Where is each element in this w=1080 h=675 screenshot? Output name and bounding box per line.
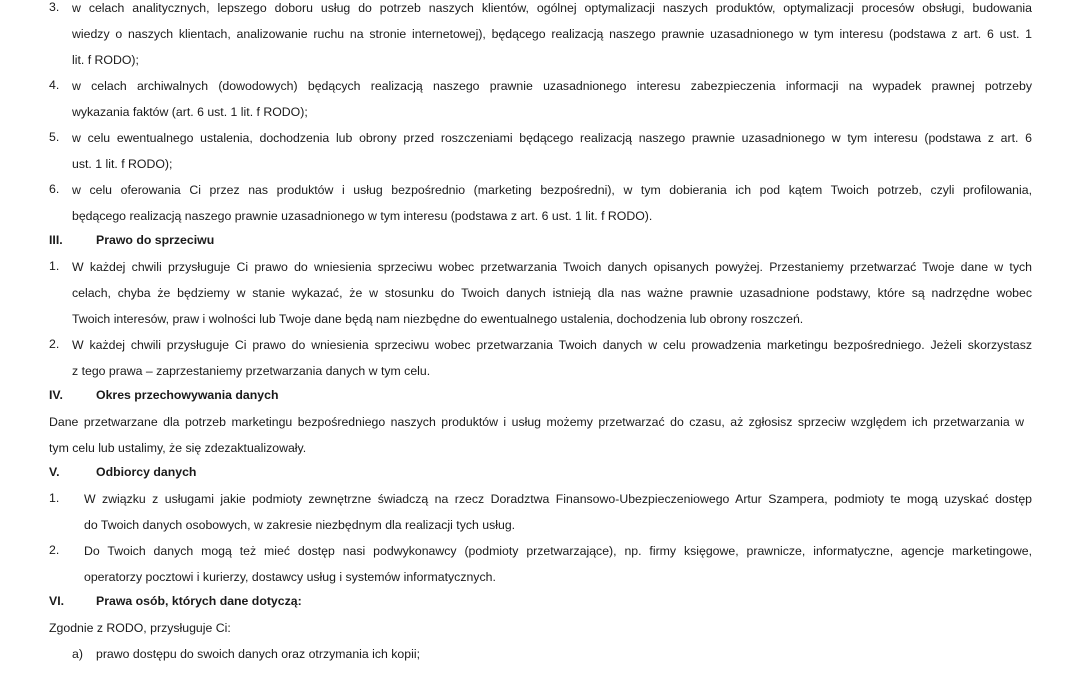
list-item-text (84, 486, 1032, 538)
section-numeral: V. (49, 465, 60, 479)
text-line: operatorzy pocztowi i kurierzy, dostawcy usług i systemów informatycznych. (84, 570, 496, 584)
list-item-number: 1. (49, 259, 60, 273)
list-item-text (72, 254, 1032, 332)
section-title: Odbiorcy danych (96, 465, 197, 479)
list-item-text (72, 0, 1032, 73)
list-item-text (72, 177, 1032, 229)
text-line: do Twoich danych osobowych, w zakresie niezbędnym dla realizacji tych usług. (84, 518, 516, 532)
list-item-number: 6. (49, 182, 60, 196)
list-item-text (72, 125, 1032, 177)
text-line: tym celu lub ustalimy, że się zdezaktualizowały. (49, 441, 307, 455)
text-line: lit. f RODO); (72, 53, 139, 67)
list-item-number: 1. (49, 491, 60, 505)
section-numeral: III. (49, 233, 63, 247)
text-line: wykazania faktów (art. 6 ust. 1 lit. f RODO); (72, 105, 308, 119)
list-item-text (72, 73, 1032, 125)
section-numeral: VI. (49, 594, 65, 608)
section-title: Okres przechowywania danych (96, 388, 279, 402)
text-line: W każdej chwili przysługuje Ci prawo do wniesienia sprzeciwu wobec przetwarzania Twoich danych w celu prowadzenia marketingu bezpośredniego. Jeżeli skorzystasz (72, 338, 1032, 352)
text-line: z tego prawa – zaprzestaniemy przetwarzania danych w tym celu. (72, 364, 431, 378)
text-line: w celu ewentualnego ustalenia, dochodzenia lub obrony przed roszczeniami będącego realizacją naszego prawnie uzasadnionego w tym interesu (podstawa z art. 6 (72, 131, 1032, 145)
text-line: Twoich interesów, praw i wolności lub Twoje dane będą nam niezbędne do ewentualnego ustalenia, dochodzenia lub obrony roszczeń. (72, 312, 804, 326)
text-line: Dane przetwarzane dla potrzeb marketingu bezpośredniego naszych produktów i usług możemy przetwarzać do czasu, aż zgłosisz sprzeciw względem ich przetwarzania w (49, 415, 1024, 429)
text-line: ust. 1 lit. f RODO); (72, 157, 173, 171)
text-line: Do Twoich danych mogą też mieć dostęp nasi podwykonawcy (podmioty przetwarzające), np. firmy księgowe, prawnicze, informatyczne, agencje marketingowe, (84, 544, 1032, 558)
paragraph-text (49, 409, 1024, 461)
list-item-text: prawo dostępu do swoich danych oraz otrzymania ich kopii; (96, 647, 420, 661)
paragraph-text: Zgodnie z RODO, przysługuje Ci: (49, 621, 231, 635)
list-item-number: 2. (49, 337, 60, 351)
text-line: W każdej chwili przysługuje Ci prawo do wniesienia sprzeciwu wobec przetwarzania Twoich danych opisanych powyżej. Przestaniemy przetwarzać Twoje dane w tych (72, 260, 1032, 274)
list-item-number: 3. (49, 0, 60, 14)
text-line: w celach archiwalnych (dowodowych) będących realizacją naszego prawnie uzasadnionego interesu zabezpieczenia informacji na wypadek prawnej potrzeby (72, 79, 1032, 93)
text-line: w celu oferowania Ci przez nas produktów i usług bezpośrednio (marketing bezpośredni), w tym dobierania ich pod kątem Twoich potrzeb, czyli profilowania, (72, 183, 1032, 197)
section-title: Prawa osób, których dane dotyczą: (96, 594, 302, 608)
list-item-number: 2. (49, 543, 60, 557)
section-title: Prawo do sprzeciwu (96, 233, 215, 247)
list-item-number: 5. (49, 130, 60, 144)
text-line: będącego realizacją naszego prawnie uzasadnionego w tym interesu (podstawa z art. 6 ust. 1 lit. f RODO). (72, 209, 653, 223)
list-item-number: 4. (49, 78, 60, 92)
text-line: W związku z usługami jakie podmioty zewnętrzne świadczą na rzecz Doradztwa Finansowo-Ubezpieczeniowego Artur Szampera, podmioty te mogą uzyskać dostęp (84, 492, 1032, 506)
list-item-text (84, 538, 1032, 590)
list-item-text (72, 332, 1032, 384)
list-item-letter: a) (72, 647, 83, 661)
text-line: wiedzy o naszych klientach, analizowanie ruchu na stronie internetowej), będącego realizacją naszego prawnie uzasadnionego w tym interesu (podstawa z art. 6 ust. 1 (72, 27, 1032, 41)
section-numeral: IV. (49, 388, 63, 402)
text-line: w celach analitycznych, lepszego doboru usług do potrzeb naszych klientów, ogólnej optymalizacji naszych produktów, optymalizacji procesów obsługi, budowania (72, 1, 1032, 15)
text-line: celach, chyba że będziemy w stanie wykazać, że w stosunku do Twoich danych istnieją dla nas ważne prawnie uzasadnione podstawy, które są nadrzędne wobec (72, 286, 1032, 300)
